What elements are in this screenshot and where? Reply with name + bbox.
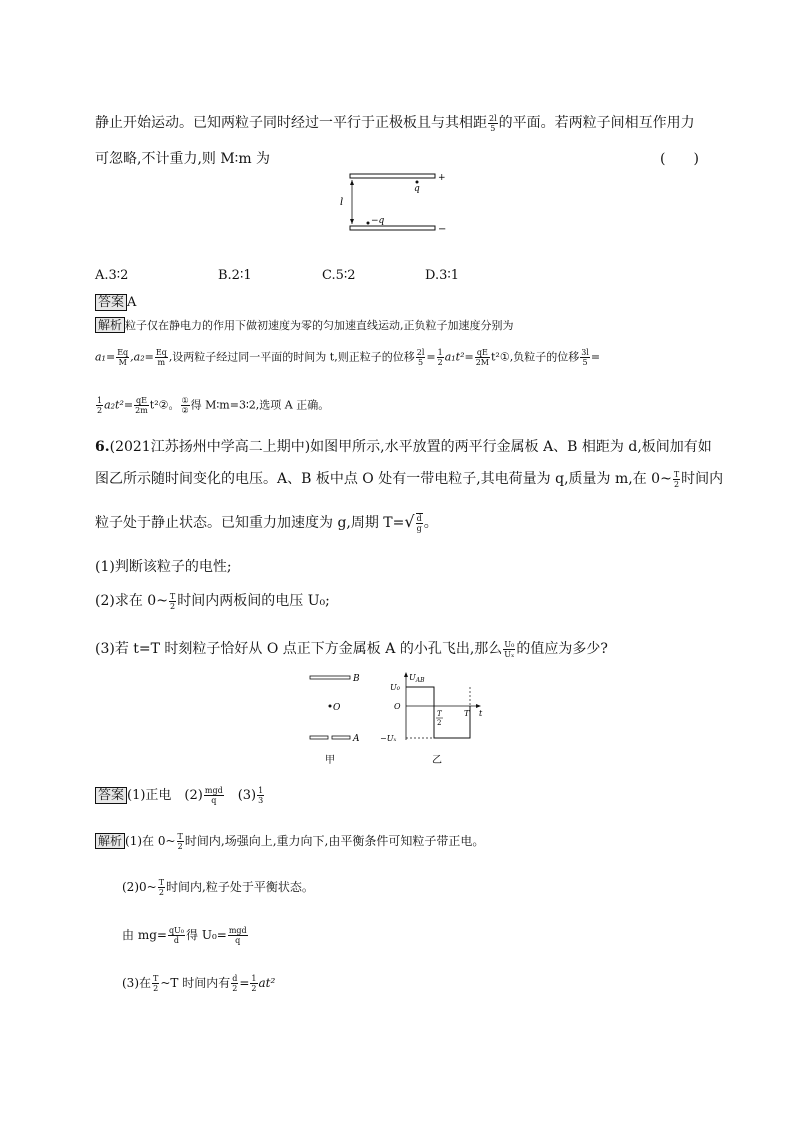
q6-sub2: (2)求在 0~ $\frac{T}{2}$ 时间内两板间的电压 U₀; bbox=[95, 591, 330, 611]
q6-sub3: (3)若 t=T 时刻粒子恰好从 O 点正下方金属板 A 的小孔飞出,那么 $\frac{\text{U₀}}{\text{Uₓ}}$ 的值应为多少? bbox=[95, 639, 608, 659]
q5-analysis-line2: a₁= $\frac{Eq}{M}$ ,a₂= $\frac{Eq}{m}$ ,设两粒子经过同一平面的时间为 t,则正粒子的位移 $\frac{2l}{5}$ = $\frac{1}{2}$ a₁t²= $\frac{qE}{2M}$ t²①,负粒子的位移 $\frac{3l}{5}$ = bbox=[95, 348, 601, 367]
neg-ux-label: −Uₓ bbox=[380, 734, 397, 743]
charge-neg-q-label: −q bbox=[371, 216, 385, 226]
q5-answer: 答案 A bbox=[95, 291, 136, 310]
half-t-num: T bbox=[437, 710, 442, 718]
q5-analysis-line1: 解析 粒子仅在静电力的作用下做初速度为零的匀加速直线运动,正负粒子加速度分别为 bbox=[95, 316, 514, 333]
plate-b-label: B bbox=[353, 674, 360, 684]
point-o-label: O bbox=[333, 703, 341, 713]
period-t-label: T bbox=[464, 709, 470, 718]
q6-analysis-2: (2)0~ $\frac{T}{2}$ 时间内,粒子处于平衡状态。 bbox=[122, 878, 314, 897]
minus-label: − bbox=[438, 224, 447, 235]
capacitor-figure bbox=[340, 168, 450, 240]
figure-yi bbox=[378, 670, 488, 770]
plus-label: + bbox=[438, 173, 446, 183]
option-d: D.3∶1 bbox=[425, 268, 460, 283]
axis-uab-label: $U_{AB}$ bbox=[409, 673, 425, 684]
q6-analysis-4: (3)在 $\frac{T}{2}$ ~T 时间内有 $\frac{d}{2}$ = $\frac{1}{2}$ at² bbox=[122, 974, 276, 993]
u0-label: U₀ bbox=[390, 683, 400, 692]
origin-label: O bbox=[394, 702, 401, 711]
analysis-tag-q6: 解析 bbox=[95, 833, 125, 849]
axis-t-label: t bbox=[479, 709, 483, 718]
answer-tag-q6: 答案 bbox=[95, 787, 127, 804]
q5-line2: 可忽略,不计重力,则 M∶m 为 bbox=[95, 151, 271, 167]
analysis-tag: 解析 bbox=[95, 317, 125, 333]
fig-jia-caption: 甲 bbox=[325, 755, 335, 766]
plate-a-label: A bbox=[353, 734, 360, 744]
q6-analysis-1: 解析 (1)在 0~ $\frac{T}{2}$ 时间内,场强向上,重力向下,由平衡条件可知粒子带正电。 bbox=[95, 832, 484, 851]
q5-analysis-line3: $\frac{1}{2}$ a₂t²= $\frac{qE}{2m}$ t²②。 $\frac{\text{①}}{\text{②}}$ 得 M∶m=3∶2,选项 A 正确。 bbox=[97, 396, 330, 415]
answer-tag: 答案 bbox=[95, 294, 127, 311]
q6-answer: 答案 (1)正电 (2) $\frac{\text{mgd}}{q}$ (3) $\frac{1}{3}$ bbox=[95, 784, 265, 805]
charge-q-label: q bbox=[414, 184, 420, 194]
distance-l-label: l bbox=[340, 197, 344, 208]
option-a: A.3∶2 bbox=[95, 268, 129, 283]
half-t-den: 2 bbox=[437, 719, 442, 727]
q6-line1: 6.(2021江苏扬州中学高二上期中)如图甲所示,水平放置的两平行金属板 A、B 相距为 d,板间加有如 bbox=[95, 439, 712, 455]
figure-jia bbox=[305, 670, 365, 770]
option-c: C.5∶2 bbox=[322, 268, 356, 283]
q6-line2: 图乙所示随时间变化的电压。A、B 板中点 O 处有一带电粒子,其电荷量为 q,质量为 m,在 0~ $\frac{T}{2}$ 时间内 bbox=[95, 469, 724, 489]
option-b: B.2∶1 bbox=[218, 268, 252, 283]
q6-line3: 粒子处于静止状态。已知重力加速度为 g,周期 T=√ $\frac{d}{g}$ 。 bbox=[95, 512, 438, 533]
fig-yi-caption: 乙 bbox=[432, 755, 442, 766]
q6-sub1: (1)判断该粒子的电性; bbox=[95, 559, 232, 575]
q5-line1: 静止开始运动。已知两粒子同时经过一平行于正极板且与其相距 $\frac{2l}{5}$ 的平面。若两粒子间相互作用力 bbox=[95, 113, 695, 133]
q6-analysis-3: 由 mg= $\frac{\text{qU₀}}{d}$ 得 U₀= $\frac{\text{mgd}}{q}$ bbox=[122, 926, 247, 945]
answer-bracket: ( ) bbox=[660, 151, 699, 167]
